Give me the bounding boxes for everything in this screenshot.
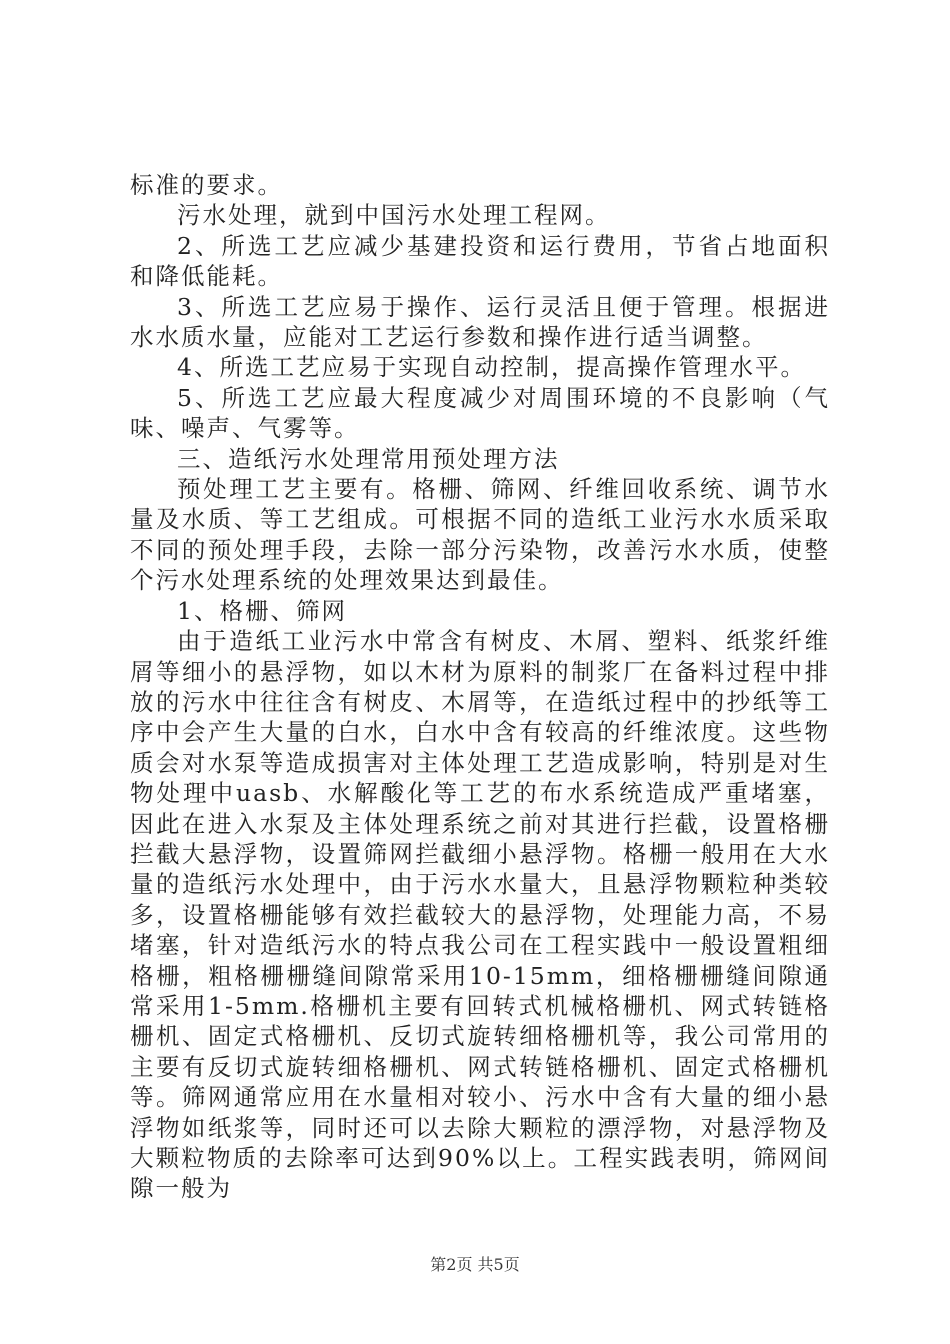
document-body: [130, 170, 830, 1204]
paragraph-pretreatment: 预处理工艺主要有。格栅、筛网、纤维回收系统、调节水量及水质、等工艺组成。可根据不同的造纸工业污水水质采取不同的预处理手段，去除一部分污染物，改善污水水质，使整个污水处理系统的处理效果达到最佳。: [130, 475, 830, 595]
paragraph-screens: 由于造纸工业污水中常含有树皮、木屑、塑料、纸浆纤维屑等细小的悬浮物，如以木材为原料的制浆厂在备料过程中排放的污水中往往含有树皮、木屑等，在造纸过程中的抄纸等工序中会产生大量的白水，白水中含有较高的纤维浓度。这些物质会对水泵等造成损害对主体处理工艺造成影响，特别是对生物处理中uasb、水解酸化等工艺的布水系统造成严重堵塞，因此在进入水泵及主体处理系统之前对其进行拦截，设置格栅拦截大悬浮物，设置筛网拦截细小悬浮物。格栅一般用在大水量的造纸污水处理中，由于污水水量大，且悬浮物颗粒种类较多，设置格栅能够有效拦截较大的悬浮物，处理能力高，不易堵塞，针对造纸污水的特点我公司在工程实践中一般设置粗细格栅，粗格栅栅缝间隙常采用10-15mm，细格栅栅缝间隙通常采用1-5mm.格栅机主要有回转式机械格栅机、网式转链格栅机、固定式格栅机、反切式旋转细格栅机等，我公司常用的主要有反切式旋转细格栅机、网式转链格栅机、固定式格栅机等。筛网通常应用在水量相对较小、污水中含有大量的细小悬浮物如纸浆等，同时还可以去除大颗粒的漂浮物，对悬浮物及大颗粒物质的去除率可达到90%以上。工程实践表明，筛网间隙一般为: [130, 627, 830, 1203]
paragraph-ad-line: 污水处理，就到中国污水处理工程网。: [177, 201, 611, 230]
paragraph-item-4: 4、所选工艺应易于实现自动控制，提高操作管理水平。: [177, 353, 806, 382]
section-heading: 三、造纸污水处理常用预处理方法: [177, 444, 560, 473]
paragraph-continuation: 标准的要求。: [130, 171, 283, 199]
page-number-footer: 第2页 共5页: [430, 1255, 520, 1274]
paragraph-item-5: 5、所选工艺应最大程度减少对周围环境的不良影响（气味、噪声、气雾等。: [130, 383, 830, 443]
paragraph-item-3: 3、所选工艺应易于操作、运行灵活且便于管理。根据进水水质水量，应能对工艺运行参数和操作进行适当调整。: [130, 292, 830, 352]
subsection-heading: 1、格栅、筛网: [177, 596, 347, 625]
paragraph-item-2: 2、所选工艺应减少基建投资和运行费用，节省占地面积和降低能耗。: [130, 231, 830, 291]
